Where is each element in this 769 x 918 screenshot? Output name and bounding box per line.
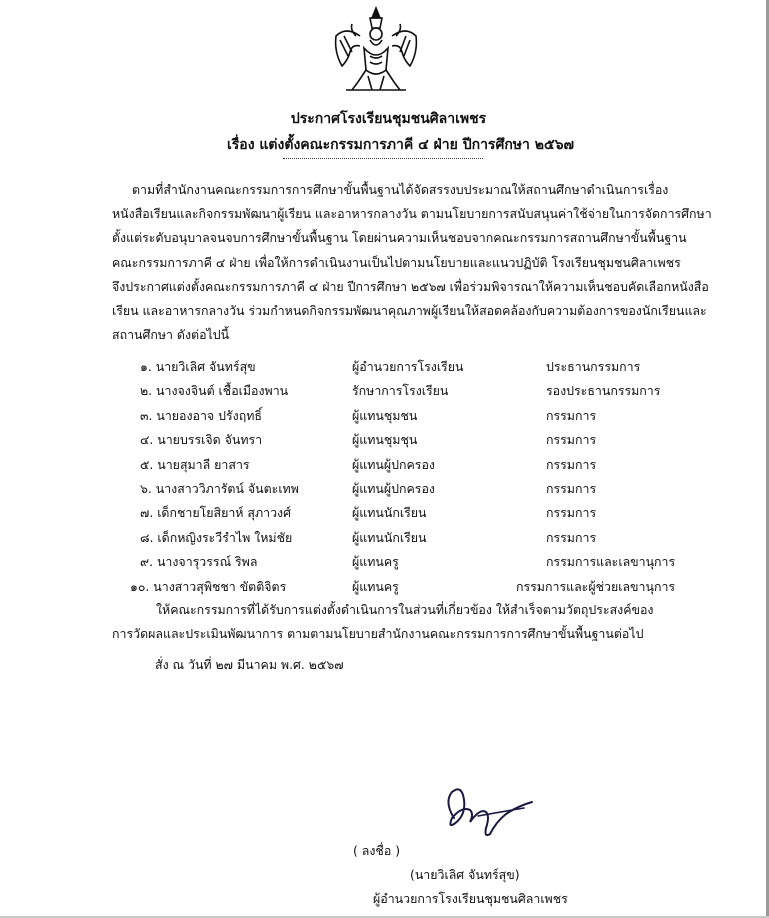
- member-role: กรรมการ: [546, 480, 597, 496]
- intro-line: จึงประกาศแต่งตั้งคณะกรรมการภาคี ๔ ฝ่าย ปีการศึกษา ๒๕๖๗ เพื่อร่วมพิจารณาให้ความเห็นชอบคัดเลือกหนังสือ: [112, 278, 709, 294]
- member-role: กรรมการ: [546, 505, 597, 521]
- member-name: ๘. เด็กหญิงระวีรำไพ ใหม่ชัย: [140, 529, 293, 545]
- member-position: รักษาการโรงเรียน: [352, 383, 449, 399]
- member-row: [0, 480, 769, 504]
- intro-line: ตามที่สำนักงานคณะกรรมการการศึกษาขั้นพื้นฐานได้จัดสรรงบประมาณให้สถานศึกษาดำเนินการเรื่อง: [132, 182, 669, 197]
- title-divider: [283, 158, 483, 159]
- committee-member-list: [0, 358, 769, 602]
- member-role: กรรมการ: [546, 529, 597, 545]
- member-name: ๒. นางจงจินต์ เชื้อเมืองพาน: [140, 383, 289, 399]
- intro-line: สถานศึกษา ดังต่อไปนี้: [112, 327, 230, 343]
- member-name: ๔. นายบรรเจิด จันทรา: [140, 432, 263, 448]
- member-role: กรรมการ: [546, 407, 597, 423]
- member-position: ผู้แทนผู้ปกครอง: [352, 480, 435, 496]
- member-position: ผู้แทนผู้ปกครอง: [352, 456, 435, 472]
- member-row: [0, 504, 769, 528]
- garuda-emblem-icon: [330, 6, 422, 94]
- member-role: กรรมการ: [546, 456, 597, 472]
- member-row: [0, 553, 769, 577]
- member-row: [0, 407, 769, 431]
- member-position: ผู้แทนครู: [352, 554, 399, 570]
- member-name: ๑. นายวิเลิศ จันทร์สุข: [140, 359, 256, 374]
- member-position: ผู้แทนนักเรียน: [352, 529, 427, 545]
- closing-line: ให้คณะกรรมการที่ได้รับการแต่งตั้งดำเนินการในส่วนที่เกี่ยวข้อง ให้สำเร็จตามวัตถุประสงค์ของ: [156, 602, 654, 617]
- member-name: ๑๐. นางสาวสุพิชชา ขัตติจิตร: [130, 578, 287, 594]
- signature-label: ( ลงชื่อ ): [353, 843, 401, 858]
- intro-paragraph: [112, 178, 712, 347]
- handwritten-signature: [440, 772, 540, 842]
- member-position: ผู้แทนชุมชน: [352, 407, 418, 423]
- closing-line: การวัดผลและประเมินพัฒนาการ ตามตามนโยบายสำนักงานคณะกรรมการการศึกษาขั้นพื้นฐานต่อไป: [112, 626, 644, 642]
- announcement-title: ประกาศโรงเรียนชุมชนศิลาเพชร: [290, 111, 487, 127]
- intro-line: เรียน และอาหารกลางวัน ร่วมกำหนดกิจกรรมพัฒนาคุณภาพผู้เรียนให้สอดคล้องกับความต้องการของนักเรียนและ: [112, 302, 707, 318]
- intro-line: หนังสือเรียนและกิจกรรมพัฒนาผู้เรียน และอาหารกลางวัน ตามนโยบายการสนับสนุนค่าใช้จ่ายในการจัดการศึกษา: [112, 206, 712, 222]
- member-position: ผู้แทนชุมชุน: [352, 432, 418, 448]
- member-role: กรรมการ: [546, 432, 597, 448]
- announcement-subject: เรื่อง แต่งตั้งคณะกรรมการภาคี ๔ ฝ่าย ปีการศึกษา ๒๕๖๗: [226, 137, 575, 153]
- member-row: [0, 358, 769, 382]
- member-role: รองประธานกรรมการ: [546, 383, 661, 399]
- member-position: ผู้อำนวยการโรงเรียน: [352, 359, 464, 374]
- member-position: ผู้แทนครู: [352, 578, 399, 594]
- member-row: [0, 431, 769, 455]
- closing-paragraph: [112, 598, 712, 646]
- member-row: [0, 529, 769, 553]
- member-role: กรรมการและเลขานุการ: [546, 554, 676, 570]
- member-role: ประธานกรรมการ: [546, 359, 641, 374]
- member-name: ๗. เด็กชายโยสิยาห์ สุภาวงศ์: [140, 505, 291, 521]
- member-name: ๖. นางสาววิภารัตน์ จันตะเทพ: [140, 480, 299, 496]
- member-position: ผู้แทนนักเรียน: [352, 505, 427, 521]
- member-row: [0, 456, 769, 480]
- member-name: ๙. นางจารุวรรณ์ ริพล: [140, 554, 258, 570]
- signatory-name: (นายวิเลิศ จันทร์สุข): [410, 867, 520, 882]
- member-name: ๕. นายสุมาลี ยาสาร: [140, 456, 250, 472]
- member-name: ๓. นายองอาจ ปรังฤทธิ์: [140, 407, 262, 423]
- member-role: กรรมการและผู้ช่วยเลขานุการ: [516, 578, 676, 594]
- intro-line: คณะกรรมการภาคี ๔ ฝ่าย เพื่อให้การดำเนินงานเป็นไปตามนโยบายและแนวปฏิบัติ โรงเรียนชุมชนศิลาเพชร: [112, 254, 681, 270]
- intro-line: ตั้งแต่ระดับอนุบาลจนจบการศึกษาขั้นพื้นฐาน โดยผ่านความเห็นชอบจากคณะกรรมการสถานศึกษาขั้นพื้นฐาน: [112, 230, 687, 246]
- signed-date: สั่ง ณ วันที่ ๒๗ มีนาคม พ.ศ. ๒๕๖๗: [155, 657, 344, 672]
- member-row: [0, 382, 769, 406]
- signatory-position: ผู้อำนวยการโรงเรียนชุมชนศิลาเพชร: [373, 891, 568, 906]
